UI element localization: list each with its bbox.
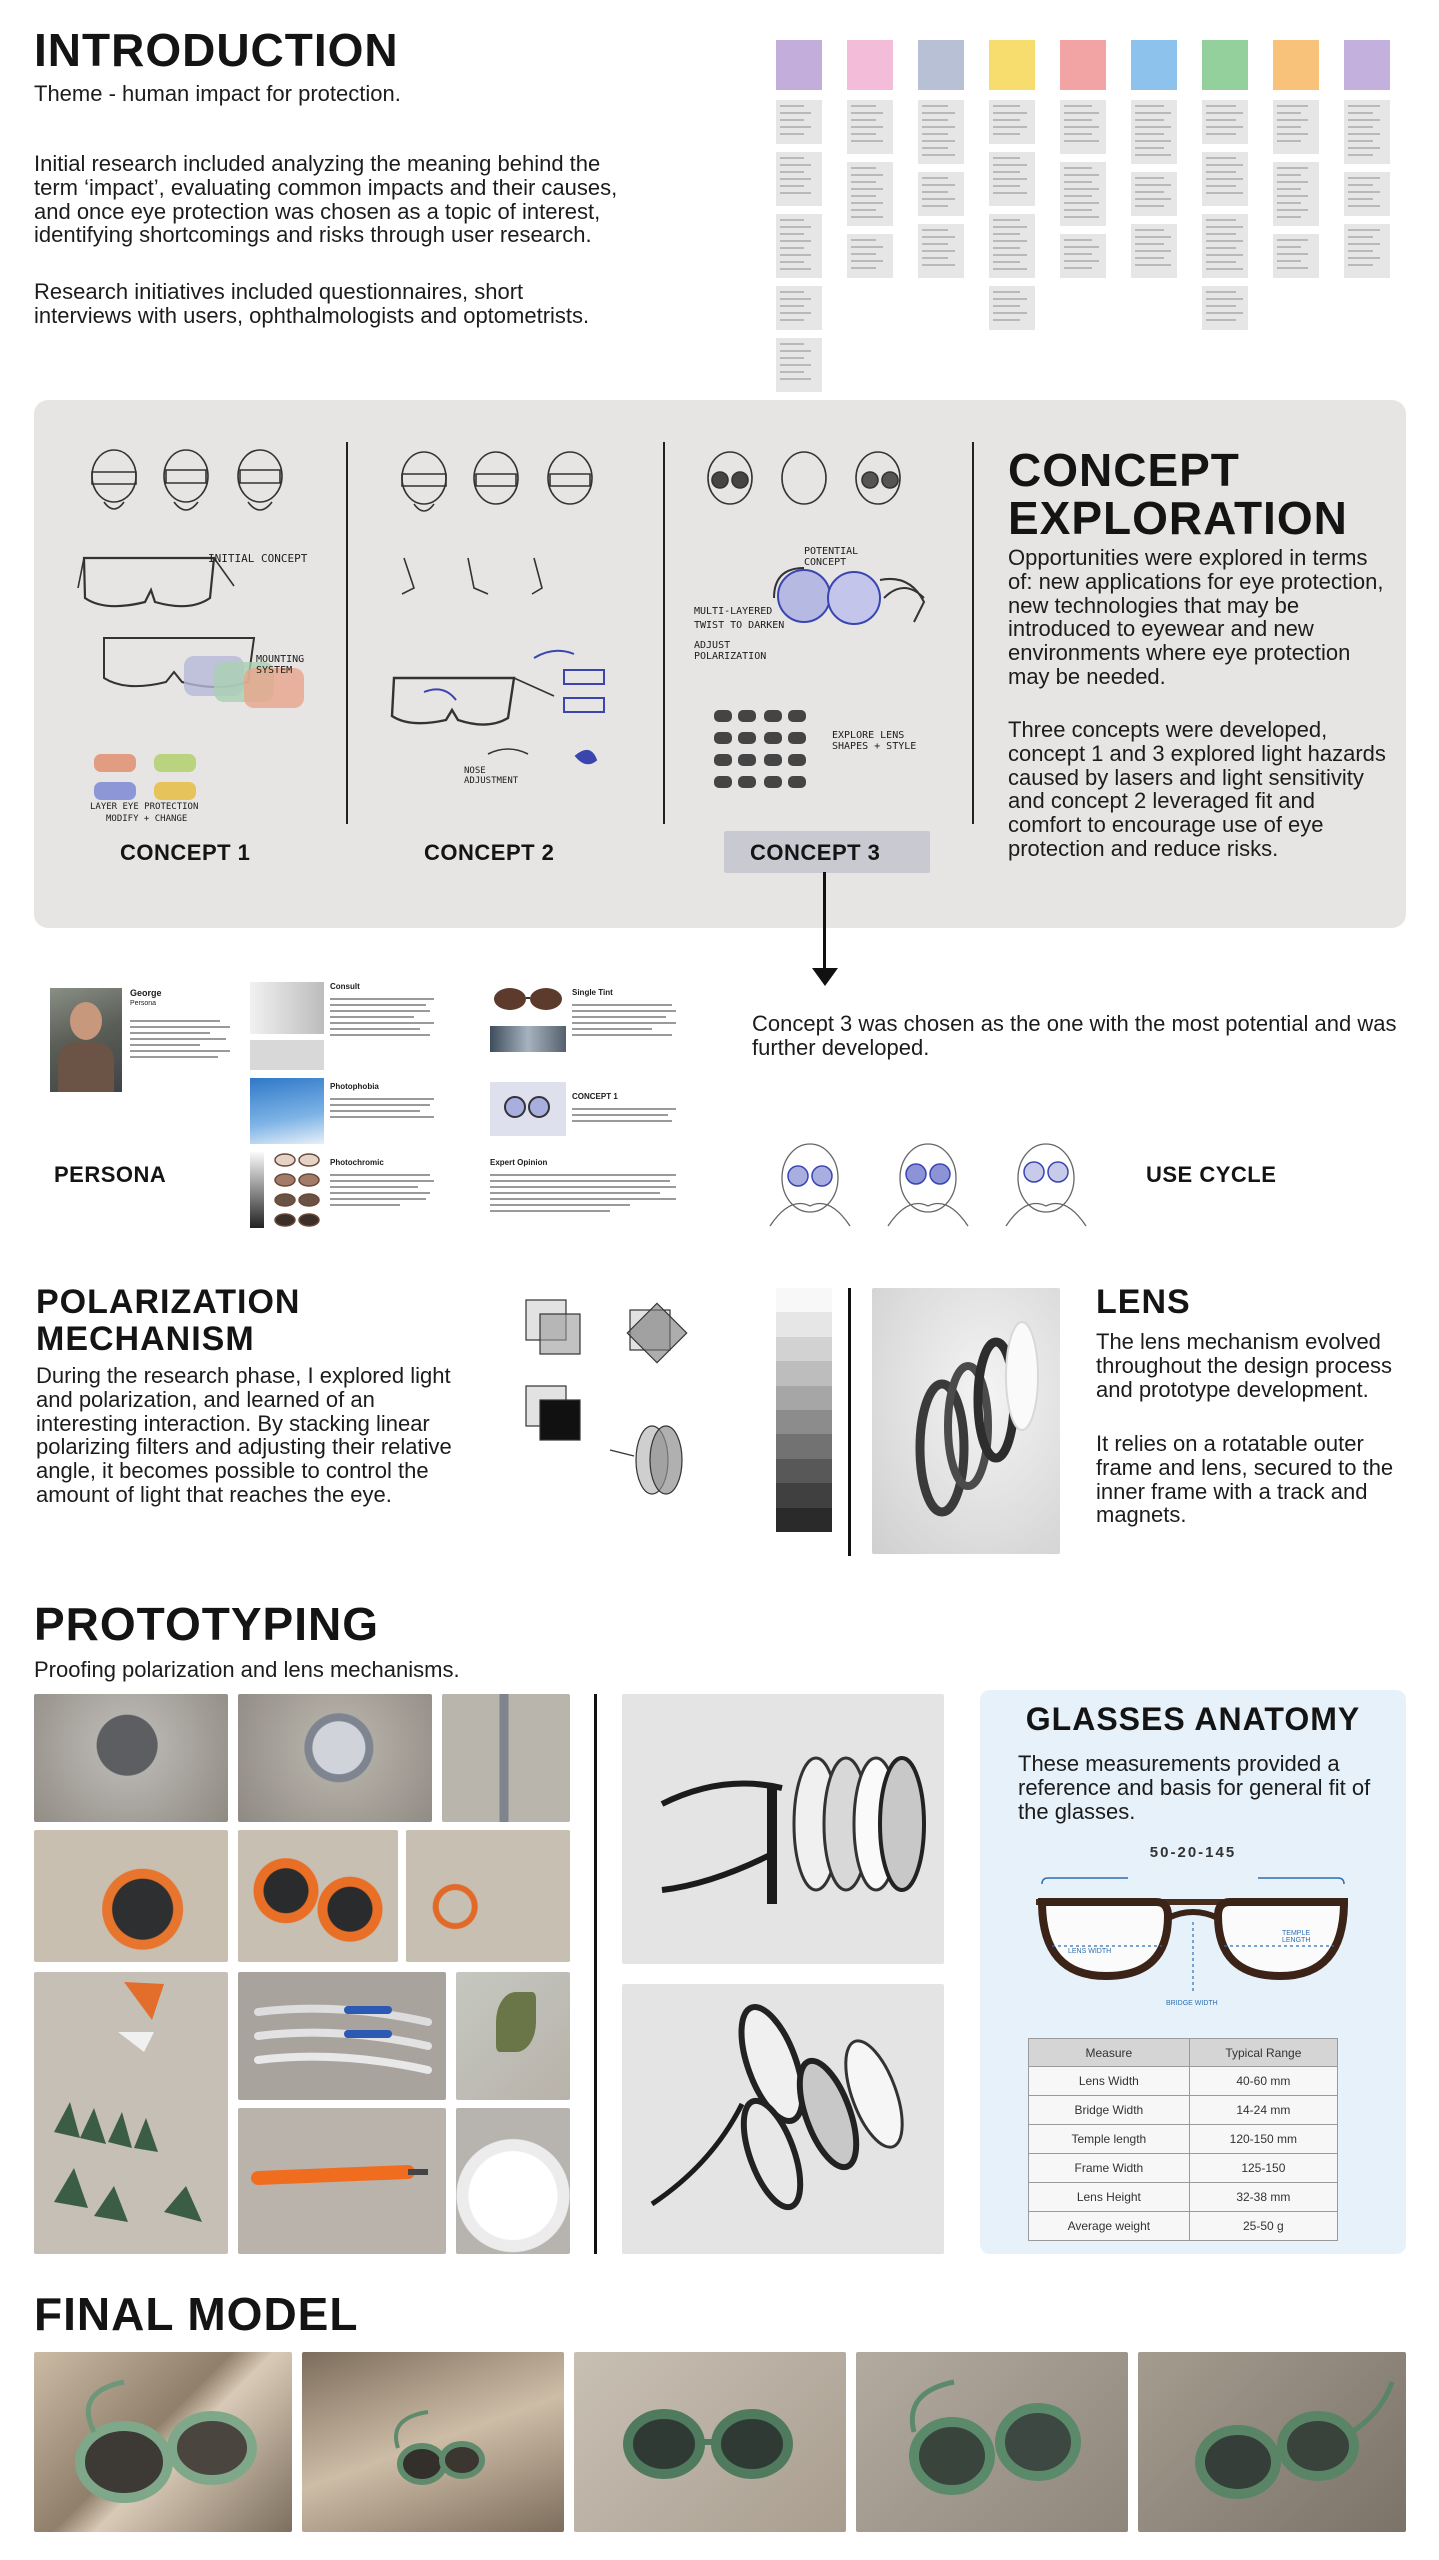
selection-arrow <box>823 872 826 972</box>
single-tint-heading: Single Tint <box>572 988 613 997</box>
table-row <box>1029 2125 1338 2154</box>
range-cell: 40-60 mm <box>1189 2067 1337 2096</box>
final-model-photo <box>34 2352 292 2532</box>
sticky-note <box>1131 172 1177 216</box>
range-cell: 25-50 g <box>1189 2212 1337 2241</box>
single-tint-glasses <box>490 984 566 1014</box>
table-row <box>1029 2067 1338 2096</box>
sticky-note <box>1131 224 1177 278</box>
measurements-table <box>1028 2038 1338 2241</box>
sticky-note-header <box>1273 40 1319 90</box>
consult-image <box>250 982 324 1034</box>
use-cycle-label: USE CYCLE <box>1146 1162 1277 1187</box>
sticky-note <box>1344 224 1390 278</box>
consult-notes <box>330 994 440 1040</box>
final-model-title: FINAL MODEL <box>34 2288 359 2340</box>
measure-cell: Lens Height <box>1029 2183 1190 2212</box>
sticky-note-header <box>1344 40 1390 90</box>
prototype-photo <box>238 1972 446 2100</box>
concept-1-label: CONCEPT 1 <box>120 840 251 865</box>
table-header: Typical Range <box>1189 2039 1337 2067</box>
persona-label: PERSONA <box>54 1162 167 1187</box>
table-row <box>1029 2212 1338 2241</box>
photophobia-notes <box>330 1094 440 1122</box>
measure-cell: Temple length <box>1029 2125 1190 2154</box>
lens-title: LENS <box>1096 1283 1191 1321</box>
polarization-gradient-swatches <box>776 1288 832 1532</box>
sticky-note <box>989 286 1035 330</box>
range-cell: 32-38 mm <box>1189 2183 1337 2212</box>
persona-name: George <box>130 988 162 998</box>
sticky-note <box>776 214 822 278</box>
temple-length-label: TEMPLE LENGTH <box>1282 1930 1311 1944</box>
sticky-note <box>1344 172 1390 216</box>
prototype-render <box>622 1694 944 1964</box>
anatomy-title: GLASSES ANATOMY <box>1025 1701 1361 1737</box>
sketch-note: EXPLORE LENS SHAPES + STYLE <box>832 730 917 752</box>
concept-1-sketches <box>74 448 344 808</box>
photochromic-glasses <box>272 1152 324 1228</box>
intro-title: INTRODUCTION <box>34 24 399 76</box>
range-cell: 14-24 mm <box>1189 2096 1337 2125</box>
sticky-note <box>989 152 1035 206</box>
sticky-note <box>847 100 893 154</box>
photochromic-heading: Photochromic <box>330 1158 384 1167</box>
sticky-note-header <box>776 40 822 90</box>
prototype-photo <box>34 1830 228 1962</box>
sticky-note-header <box>989 40 1035 90</box>
photochromic-gradient <box>250 1152 264 1228</box>
table-header: Measure <box>1029 2039 1190 2067</box>
consult-heading: Consult <box>330 982 360 991</box>
tint-swatch <box>776 1410 832 1435</box>
sticky-note-header <box>1060 40 1106 90</box>
range-cell: 125-150 <box>1189 2154 1337 2183</box>
prototype-photo <box>238 1694 432 1822</box>
table-row <box>1029 2183 1338 2212</box>
intro-subtitle: Theme - human impact for protection. <box>34 81 401 106</box>
persona-notes <box>130 1016 240 1062</box>
sticky-note <box>1202 286 1248 330</box>
lens-paragraph-1: The lens mechanism evolved throughout the design process and prototype development. <box>1096 1329 1392 1402</box>
concept-2-label: CONCEPT 2 <box>424 840 555 865</box>
sticky-note <box>989 100 1035 144</box>
sticky-note-header <box>918 40 964 90</box>
sticky-note <box>1060 234 1106 278</box>
sticky-note <box>918 224 964 278</box>
sticky-note <box>847 162 893 226</box>
prototype-photo <box>406 1830 570 1962</box>
single-tint-image <box>490 1026 566 1052</box>
sticky-note <box>776 100 822 144</box>
glasses-anatomy-panel <box>980 1690 1406 2254</box>
measure-cell: Frame Width <box>1029 2154 1190 2183</box>
concept-paragraph-1: Opportunities were explored in terms of: new applications for eye protection, new technologies that may be introduced to eyewear and new environments where eye protection may be needed. <box>1008 545 1384 689</box>
sketch-note: LAYER EYE PROTECTION <box>90 802 199 812</box>
sticky-note <box>776 338 822 392</box>
concept-thumbnail-notes <box>572 1104 682 1126</box>
photochromic-notes <box>330 1170 440 1210</box>
sticky-note <box>776 286 822 330</box>
table-row <box>1029 2096 1338 2125</box>
selection-arrow-head <box>812 968 838 986</box>
tint-swatch <box>776 1288 832 1313</box>
sketch-note: ADJUST POLARIZATION <box>694 640 767 662</box>
tint-swatch <box>776 1483 832 1508</box>
sticky-note <box>1202 214 1248 278</box>
concept-paragraph-2: Three concepts were developed, concept 1 and 3 explored light hazards caused by lasers and light sensitivity and concept 2 leveraged fit and comfort to encourage use of eye protection and reduce risks. <box>1008 717 1386 861</box>
measure-cell: Average weight <box>1029 2212 1190 2241</box>
sticky-note-header <box>1131 40 1177 90</box>
lens-render <box>872 1288 1060 1554</box>
sketch-note: NOSE ADJUSTMENT <box>464 766 519 786</box>
sticky-note <box>1131 100 1177 164</box>
lens-paragraph-2: It relies on a rotatable outer frame and lens, secured to the inner frame with a track and magnets. <box>1096 1431 1394 1528</box>
measure-cell: Bridge Width <box>1029 2096 1190 2125</box>
concept-thumbnail-heading: CONCEPT 1 <box>572 1092 618 1101</box>
sticky-note <box>918 100 964 164</box>
measure-cell: Lens Width <box>1029 2067 1190 2096</box>
concept-3-label: CONCEPT 3 <box>750 840 881 865</box>
final-model-photo <box>856 2352 1128 2532</box>
photophobia-image <box>250 1078 324 1144</box>
sticky-note <box>847 234 893 278</box>
concept-exploration-title: CONCEPT EXPLORATION <box>1008 444 1348 545</box>
sticky-note <box>1060 162 1106 226</box>
sticky-note <box>1202 100 1248 144</box>
prototyping-title: PROTOTYPING <box>34 1598 379 1650</box>
prototype-photo <box>456 2108 570 2254</box>
sketch-note: INITIAL CONCEPT <box>208 552 308 565</box>
sketch-note: MOUNTING SYSTEM <box>256 654 305 676</box>
selection-text: Concept 3 was chosen as the one with the most potential and was further developed. <box>752 1011 1397 1060</box>
prototype-photo <box>238 2108 446 2254</box>
prototype-photo <box>34 1972 228 2254</box>
concept-divider <box>663 442 665 824</box>
sketch-note: MULTI-LAYERED <box>694 606 773 617</box>
use-cycle-sketches <box>760 1128 1100 1228</box>
size-code: 50-20-145 <box>1149 1844 1237 1861</box>
sticky-note-header <box>1202 40 1248 90</box>
polarization-paragraph: During the research phase, I explored light and polarization, and learned of an interesting interaction. By stacking linear polarizing filters and adjusting their relative angle, it becomes possible to control the amount of light that reaches the eye. <box>36 1363 452 1507</box>
final-model-photo <box>302 2352 564 2532</box>
sketch-note: MODIFY + CHANGE <box>106 814 188 824</box>
persona-role: Persona <box>130 1000 157 1007</box>
sticky-note <box>1273 162 1319 226</box>
single-tint-notes <box>572 1000 682 1040</box>
consult-image <box>250 1040 324 1070</box>
prototype-render <box>622 1984 944 2254</box>
sticky-note <box>918 172 964 216</box>
tint-swatch <box>776 1312 832 1337</box>
sketch-note: TWIST TO DARKEN <box>694 620 785 631</box>
sticky-note-header <box>847 40 893 90</box>
range-cell: 120-150 mm <box>1189 2125 1337 2154</box>
sticky-note <box>1202 152 1248 206</box>
lens-width-label: LENS WIDTH <box>1068 1948 1112 1955</box>
prototyping-subtitle: Proofing polarization and lens mechanisms. <box>34 1657 460 1682</box>
concept-thumbnail <box>490 1082 566 1136</box>
tint-swatch <box>776 1508 832 1533</box>
section-divider <box>594 1694 597 2254</box>
photophobia-heading: Photophobia <box>330 1082 379 1091</box>
final-model-photo <box>574 2352 846 2532</box>
sticky-note <box>776 152 822 206</box>
section-divider <box>848 1288 851 1556</box>
affinity-board <box>776 40 1406 370</box>
sticky-note <box>1060 100 1106 154</box>
tint-swatch <box>776 1459 832 1484</box>
expert-opinion-heading: Expert Opinion <box>490 1158 548 1167</box>
persona-photo <box>50 988 122 1092</box>
concept-divider <box>346 442 348 824</box>
table-row <box>1029 2154 1338 2183</box>
tint-swatch <box>776 1434 832 1459</box>
prototype-photo <box>238 1830 398 1962</box>
polarization-diagram <box>520 1290 720 1510</box>
sticky-note <box>989 214 1035 278</box>
tint-swatch <box>776 1361 832 1386</box>
concept-divider <box>972 442 974 824</box>
prototype-photo <box>456 1972 570 2100</box>
tint-swatch <box>776 1337 832 1362</box>
intro-paragraph-2: Research initiatives included questionnaires, short interviews with users, ophthalmologists and optometrists. <box>34 279 590 328</box>
sticky-note <box>1273 100 1319 154</box>
intro-paragraph-1: Initial research included analyzing the meaning behind the term ‘impact’, evaluating common impacts and their causes, and once eye protection was chosen as a topic of interest, identifying shortcomings and risks through user research. <box>34 151 618 248</box>
concept-2-sketches <box>384 448 654 808</box>
expert-opinion-notes <box>490 1170 680 1216</box>
prototype-photo <box>34 1694 228 1822</box>
prototype-photo <box>442 1694 570 1822</box>
tint-swatch <box>776 1386 832 1411</box>
concept-panel <box>34 400 1406 928</box>
sticky-note <box>1273 234 1319 278</box>
anatomy-paragraph: These measurements provided a reference and basis for general fit of the glasses. <box>1018 1751 1371 1824</box>
polarization-title: POLARIZATION MECHANISM <box>36 1283 301 1358</box>
sketch-note: POTENTIAL CONCEPT <box>804 546 859 568</box>
final-model-photo <box>1138 2352 1406 2532</box>
bridge-width-label: BRIDGE WIDTH <box>1166 2000 1218 2007</box>
sticky-note <box>1344 100 1390 164</box>
